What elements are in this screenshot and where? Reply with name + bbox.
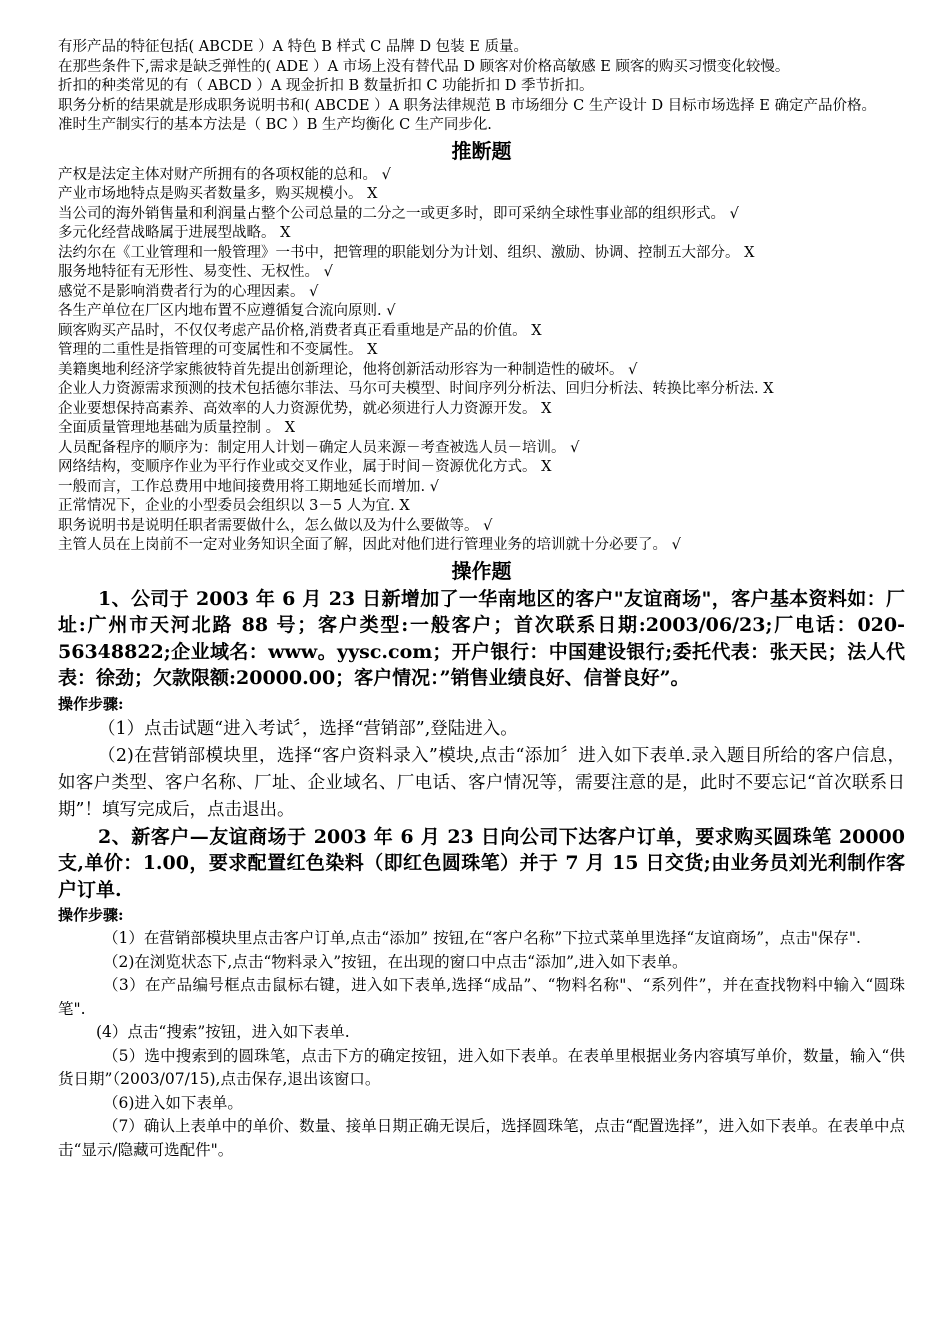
op2-step: （1）在营销部模块里点击客户订单,点击“添加” 按钮,在“客户名称”下拉式菜单里选择“友谊商场”，点击"保存". (103, 929, 861, 947)
operation-question-2 (58, 824, 905, 1163)
tf-item: 网络结构，变顺序作业为平行作业或交叉作业，属于时间－资源优化方式。 X (58, 459, 552, 475)
true-false-section (58, 166, 905, 556)
operation-question-1 (58, 586, 905, 824)
true-false-heading: 推断题 (451, 138, 512, 163)
tf-item: 各生产单位在厂区内地布置不应遵循复合流向原则. √ (58, 303, 396, 319)
op1-step: （1）点击试题“进入考试〞，选择“营销部”,登陆进入。 (98, 718, 518, 739)
op1-steps (58, 716, 905, 824)
tf-item: 企业人力资源需求预测的技术包括德尔菲法、马尔可夫模型、时间序列分析法、回归分析法、转换比率分析法. X (58, 381, 774, 397)
tf-item: 一般而言，工作总费用中地间接费用将工期地延长而增加. √ (58, 478, 439, 495)
tf-item: 美籍奥地利经济学家熊彼特首先提出创新理论，他将创新活动形容为一种制造性的破坏。 √ (58, 361, 638, 378)
mc-item: 有形产品的特征包括( ABCDE ）A 特色 B 样式 C 品牌 D 包装 E 质量。 (58, 39, 528, 55)
tf-item: 人员配备程序的顺序为：制定用人计划－确定人员来源－考查被选人员－培训。 √ (58, 439, 580, 456)
tf-item: 服务地特征有无形性、易变性、无权性。 √ (58, 264, 333, 280)
op2-question: 2、新客户—友谊商场于 2003 年 6 月 23 日向公司下达客户订单，要求购买圆珠笔 20000 支,单价：1.00，要求配置红色染料（即红色圆珠笔）并于 7 月 15 日交货;由业务员刘光利制作客户订单. (58, 825, 905, 901)
tf-item: 企业要想保持高素养、高效率的人力资源优势，就必须进行人力资源开发。 X (58, 400, 552, 417)
op2-step: （7）确认上表单中的单价、数量、接单日期正确无误后，选择圆珠笔，点击“配置选择”，进入如下表单。在表单中点击“显示/隐藏可选配件"。 (58, 1117, 905, 1159)
mc-item: 职务分析的结果就是形成职务说明书和( ABCDE ）A 职务法律规范 B 市场细分 C 生产设计 D 目标市场选择 E 确定产品价格。 (58, 97, 876, 114)
op2-step: （2)在浏览状态下,点击“物料录入”按钮，在出现的窗口中点击“添加”,进入如下表单。 (103, 952, 688, 971)
op2-step: （3）在产品编号框点击鼠标右键，进入如下表单,选择“成品”、“物料名称"、“系列件”，并在查找物料中输入“圆珠笔". (58, 976, 905, 1018)
tf-item: 感觉不是影响消费者行为的心理因素。 √ (58, 283, 319, 300)
multiple-choice-section (58, 38, 905, 136)
tf-item: 当公司的海外销售量和利润量占整个公司总量的二分之一或更多时，即可采纳全球性事业部的组织形式。 √ (58, 205, 739, 222)
tf-item: 全面质量管理地基础为质量控制 。 X (58, 420, 296, 436)
tf-item: 多元化经营战略属于进展型战略。 X (58, 225, 291, 241)
tf-item: 职务说明书是说明任职者需要做什么，怎么做以及为什么要做等。 √ (58, 517, 493, 534)
op1-steps-heading: 操作步骤: (58, 694, 124, 713)
tf-item: 正常情况下，企业的小型委员会组织以 3－5 人为宜. X (58, 498, 410, 514)
tf-item: 产业市场地特点是购买者数量多，购买规模小。 X (58, 186, 378, 202)
mc-item: 折扣的种类常见的有（ ABCD ）A 现金折扣 B 数量折扣 C 功能折扣 D 季节折扣。 (58, 78, 594, 94)
tf-item: 法约尔在《工业管理和一般管理》一书中，把管理的职能划分为计划、组织、激励、协调、控制五大部分。 X (58, 244, 755, 261)
operation-heading: 操作题 (451, 558, 512, 583)
op1-step: （2)在营销部模块里，选择“客户资料录入”模块,点击“添加〞进入如下表单.录入题目所给的客户信息，如客户类型、客户名称、厂址、企业域名、厂电话、客户情况等，需要注意的是，此时不要忘记“首次联系日期”！填写完成后，点击退出。 (58, 745, 905, 820)
tf-item: 主管人员在上岗前不一定对业务知识全面了解，因此对他们进行管理业务的培训就十分必要了。 √ (58, 537, 681, 553)
op2-step: (4）点击“搜索”按钮，进入如下表单. (96, 1023, 350, 1041)
tf-item: 管理的二重性是指管理的可变属性和不变属性。 X (58, 342, 378, 358)
op1-question: 1、公司于 2003 年 6 月 23 日新增加了一华南地区的客户"友谊商场"，客户基本资料如：厂址:广州市天河北路 88 号；客户类型:一般客户；首次联系日期:2003/06/23;厂电话：020-56348822;企业域名：www。yysc.com；开户银行：中国建设银行;委托代表：张天民；法人代表：徐劲；欠款限额:20000.00；客户情况：”销售业绩良好、信誉良好”。 (58, 587, 905, 689)
tf-item: 顾客购买产品时，不仅仅考虑产品价格,消费者真正看重地是产品的价值。 X (58, 322, 542, 339)
mc-item: 准时生产制实行的基本方法是（ BC ）B 生产均衡化 C 生产同步化. (58, 117, 492, 133)
op2-steps-heading: 操作步骤: (58, 906, 124, 924)
op2-step: （6)进入如下表单。 (103, 1093, 243, 1112)
tf-item: 产权是法定主体对财产所拥有的各项权能的总和。 √ (58, 166, 391, 183)
mc-item: 在那些条件下,需求是缺乏弹性的( ADE ）A 市场上没有替代品 D 顾客对价格高敏感 E 顾客的购买习惯变化较慢。 (58, 58, 790, 75)
op2-steps (58, 927, 905, 1162)
op2-step: （5）选中搜索到的圆珠笔，点击下方的确定按钮，进入如下表单。在表单里根据业务内容填写单价，数量，输入“供货日期”（2003/07/15),点击保存,退出该窗口。 (58, 1046, 905, 1088)
